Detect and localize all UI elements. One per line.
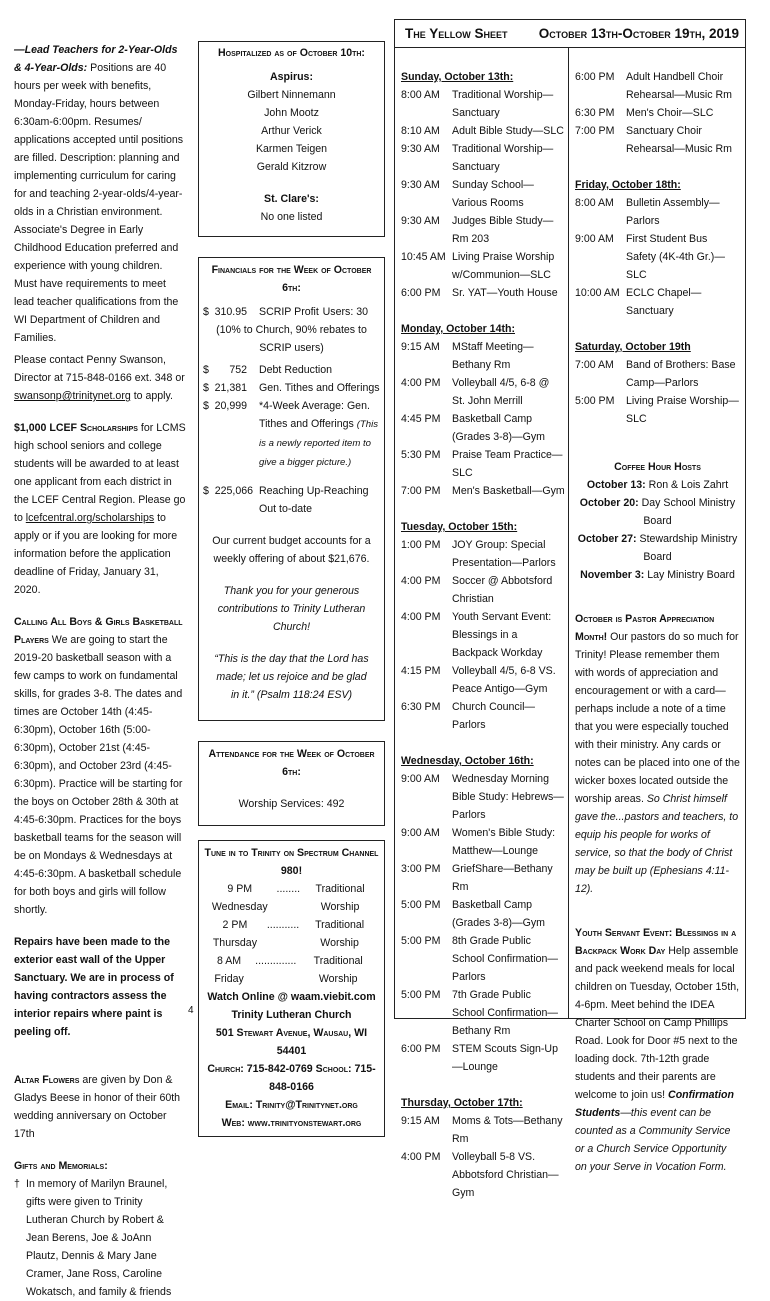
contact-paragraph — [14, 351, 186, 405]
basketball-notice — [14, 613, 186, 919]
schedule-event — [401, 698, 565, 734]
schedule-event — [401, 338, 565, 374]
event-time: 6:30 PM — [575, 107, 615, 119]
currency-sign: $ — [203, 485, 209, 497]
pastor-body: Our pastors do so much for Trinity! Please remember them with words of appreciation and encouragement or with a card—perhaps include a note of a time that you were especially touched with their ministry. Any cards or notes can be placed into one of the wicker boxes located outside the worship areas. — [575, 631, 740, 805]
lcef-body: for LCMS high school seniors and college students will be awarded to at least one applicant from each district in the LCEF Central Region. Please go to — [14, 422, 186, 524]
event-time: 4:15 PM — [401, 665, 441, 677]
scrip-note: (10% to Church, 90% rebates to SCRIP users) — [216, 324, 367, 354]
event-description: Adult Handbell Choir Rehearsal—Music Rm — [626, 71, 732, 101]
schedule-event — [401, 482, 565, 500]
church-web: Web: www.trinityonstewart.org — [221, 1117, 362, 1129]
altar-body: are given by Don & Gladys Beese in honor of their 60th wedding anniversary on October 17th — [14, 1074, 181, 1140]
coffee-row — [575, 494, 740, 530]
day-block — [575, 338, 740, 428]
page-number: 4 — [188, 1005, 194, 1016]
altar-title: Altar Flowers — [14, 1074, 80, 1086]
tune-dots: ........ — [276, 883, 301, 895]
fin-amount: 20,999 — [214, 400, 247, 412]
day-heading: Sunday, October 13th: — [401, 71, 514, 83]
scrip-label: SCRIP Profit — [259, 306, 319, 318]
coffee-host: Ron & Lois Zahrt — [645, 479, 729, 491]
coffee-host: Stewardship Ministry Board — [636, 533, 738, 563]
gifts-body: In memory of Marilyn Braunel, gifts were given to Trinity Lutheran Church by Robert & Jean Berens, Joe & JoAnn Plautz, Dennis & Mary Jane Cramer, Jane Ross, Caroline Wokatsch, and family & friends — [26, 1178, 172, 1298]
schedule-event — [401, 446, 565, 482]
event-time: 6:00 PM — [575, 71, 615, 83]
event-time: 7:00 PM — [575, 125, 615, 137]
hospitalized-title: Hospitalized as of October 10th: — [218, 47, 365, 59]
schedule-event — [575, 194, 740, 230]
coffee-date: October 13: — [586, 479, 646, 491]
currency-sign: $ — [203, 382, 209, 394]
yse-body: Help assemble and pack weekend meals for local children on Tuesday, October 15th, 4-6pm. Meet behind the IDEA Charter School on Camp Phillips Road. Look for Door #5 next to the loading dock. 7th-12th grade students and their parents are welcome to join us! — [575, 945, 740, 1101]
schedule-event — [401, 1148, 565, 1202]
fin-note: (This is a newly reported item to give a bigger picture.) — [259, 419, 379, 468]
event-time: 7:00 PM — [401, 485, 441, 497]
event-time: 5:00 PM — [401, 989, 441, 1001]
schedule-event — [401, 572, 565, 608]
schedule-left — [401, 68, 565, 1202]
yellow-sheet-dates: October 13th-October 19th, 2019 — [538, 25, 739, 41]
patient-name: Gilbert Ninnemann — [247, 89, 336, 101]
currency-sign: $ — [203, 306, 209, 318]
yse-title: Youth Servant Event: Blessings in a Backpack Work Day — [575, 927, 737, 957]
pastor-title: October is Pastor Appreciation Month! — [575, 613, 715, 643]
event-description: Volleyball 4/5, 6-8 VS. Peace Antigo—Gym — [452, 665, 556, 695]
event-time: 9:00 AM — [575, 233, 614, 245]
schedule-event — [575, 68, 740, 104]
yellow-sheet-header — [395, 20, 745, 48]
schedule-event — [401, 662, 565, 698]
scrip-amount: 310.95 — [214, 306, 247, 318]
fin-row — [203, 397, 380, 472]
day-block — [401, 68, 565, 302]
church-email: Email: Trinity@Trinitynet.org — [225, 1099, 358, 1111]
pastor-quote: So Christ himself gave the...pastors and teachers, to equip his people for works of service, so that the body of Christ may be built up (Ephesians 4:11-12). — [575, 793, 739, 895]
lcef-body-end: to apply or if you are looking for more information before the application deadline of Friday, January 31, 2020. — [14, 512, 178, 596]
schedule-right — [575, 68, 740, 1176]
schedule-event — [575, 284, 740, 320]
event-description: Women's Bible Study: Matthew—Lounge — [452, 827, 556, 857]
contact-text: Please contact Penny Swanson, Director at 715-848-0166 ext. 348 or — [14, 354, 185, 384]
thanks-note: Thank you for your generous contributions to Trinity Lutheran Church! — [217, 585, 366, 633]
event-time: 5:00 PM — [401, 935, 441, 947]
fin-amount: 752 — [229, 364, 247, 376]
event-description: JOY Group: Special Presentation—Parlors — [452, 539, 556, 569]
currency-sign: $ — [203, 364, 209, 376]
event-time: 4:00 PM — [401, 575, 441, 587]
stclare-none: No one listed — [260, 211, 323, 223]
event-time: 5:30 PM — [401, 449, 441, 461]
lcef-scholarship — [14, 419, 186, 599]
event-time: 6:00 PM — [401, 287, 441, 299]
scrip-users: Users: 30 — [322, 306, 368, 318]
event-time: 10:45 AM — [401, 251, 446, 263]
reaching-amount: 225,066 — [214, 485, 253, 497]
event-description: Bulletin Assembly—Parlors — [626, 197, 720, 227]
cross-icon: † — [14, 1178, 20, 1190]
event-time: 9:00 AM — [401, 773, 440, 785]
coffee-date: November 3: — [580, 569, 645, 581]
tune-show: Traditional Worship — [313, 955, 363, 985]
schedule-event — [401, 608, 565, 662]
event-description: 8th Grade Public School Confirmation—Parlors — [452, 935, 558, 983]
fin-amount: 21,381 — [214, 382, 247, 394]
schedule-event — [401, 122, 565, 140]
day-heading: Tuesday, October 15th: — [401, 521, 518, 533]
day-heading: Saturday, October 19th — [575, 341, 691, 353]
patient-name: John Mootz — [264, 107, 319, 119]
yellow-sheet — [394, 19, 746, 1199]
hospitalized-box — [198, 41, 385, 237]
schedule-event — [401, 284, 565, 302]
event-description: Men's Choir—SLC — [626, 107, 714, 119]
schedule-event — [401, 536, 565, 572]
coffee-host: Day School Ministry Board — [638, 497, 736, 527]
event-description: Traditional Worship—Sanctuary — [452, 89, 554, 119]
basketball-title: Calling All Boys & Girls Basketball Players — [14, 616, 183, 646]
event-description: Basketball Camp (Grades 3-8)—Gym — [452, 899, 546, 929]
basketball-body: We are going to start the 2019-20 basketball season with a few camps to work on fundamental skills, for grades 3-8. The dates and times are October 14th (4:45-6:30pm), October 16th (5:00-6:30pm), October 21st (4:45-6:30pm), and October 23rd (4:45-6:30pm). Practice will be starting for the boys on October 28th & 30th at 4:45-6:30pm. Practices for the boys basketball teams for the season will be on Mondays & Wednesdays at 4:45-6:30pm. A basketball schedule for both boys and girls will follow shortly. — [14, 634, 183, 916]
coffee-title: Coffee Hour Hosts — [614, 461, 701, 473]
event-time: 4:00 PM — [401, 1151, 441, 1163]
event-time: 10:00 AM — [575, 287, 620, 299]
lcef-title: $1,000 LCEF Scholarships — [14, 422, 138, 434]
day-heading: Friday, October 18th: — [575, 179, 681, 191]
patient-name: Karmen Teigen — [255, 143, 328, 155]
scrip-row — [203, 303, 380, 321]
day-block — [401, 320, 565, 500]
pastor-appreciation — [575, 610, 740, 898]
event-time: 8:10 AM — [401, 125, 440, 137]
day-block — [401, 752, 565, 1076]
schedule-event — [401, 986, 565, 1040]
event-description: Church Council—Parlors — [452, 701, 536, 731]
coffee-date: October 20: — [579, 497, 639, 509]
event-description: Soccer @ Abbotsford Christian — [452, 575, 553, 605]
event-time: 9:00 AM — [401, 827, 440, 839]
event-description: Judges Bible Study—Rm 203 — [452, 215, 554, 245]
yse-bold: Confirmation Students — [575, 1089, 734, 1119]
youth-servant-event — [575, 924, 740, 1176]
repairs-notice: Repairs have been made to the exterior east wall of the Upper Sanctuary. We are in process of having contractors assess the interior repairs where paint is peeling off. — [14, 936, 174, 1038]
tune-time: 9 PM Wednesday — [211, 883, 268, 913]
event-description: 7th Grade Public School Confirmation—Bethany Rm — [452, 989, 558, 1037]
event-description: Volleyball 5-8 VS. Abbotsford Christian—Gym — [452, 1151, 559, 1199]
attendance-body: Worship Services: 492 — [238, 798, 345, 810]
schedule-event — [401, 410, 565, 446]
reaching-label: Reaching Up-Reaching Out to-date — [259, 485, 369, 515]
fin-row — [203, 379, 380, 397]
reaching-row — [203, 482, 380, 518]
event-description: Volleyball 4/5, 6-8 @ St. John Merrill — [452, 377, 550, 407]
schedule-right-days — [575, 68, 740, 428]
day-block — [575, 176, 740, 320]
schedule-event — [401, 770, 565, 824]
event-time: 5:00 PM — [575, 395, 615, 407]
event-time: 4:00 PM — [401, 377, 441, 389]
yse-italic: —this event can be counted as a Community Service or a Church Service Opportunity on your Serve in Vocation Form. — [575, 1107, 731, 1173]
attendance-box — [198, 741, 385, 826]
event-time: 9:30 AM — [401, 215, 440, 227]
event-time: 6:30 PM — [401, 701, 441, 713]
fin-label: *4-Week Average: Gen. Tithes and Offerings — [259, 400, 370, 430]
contact-text-end: to apply. — [130, 390, 173, 402]
tune-dots: .............. — [255, 955, 297, 967]
schedule-event — [401, 248, 565, 284]
coffee-hour-section — [575, 458, 740, 584]
event-description: Sr. YAT—Youth House — [452, 287, 558, 299]
coffee-host: Lay Ministry Board — [644, 569, 735, 581]
tune-show: Traditional Worship — [315, 919, 365, 949]
event-description: Living Praise Worship—SLC — [626, 395, 739, 425]
event-description: Praise Team Practice—SLC — [452, 449, 563, 479]
schedule-event — [401, 896, 565, 932]
schedule-event — [401, 824, 565, 860]
event-description: First Student Bus Safety (4K-4th Gr.)—SLC — [626, 233, 725, 281]
schedule-event — [575, 356, 740, 392]
fin-label-wrap — [259, 397, 380, 472]
schedule-event — [401, 932, 565, 986]
coffee-row — [575, 566, 740, 584]
schedule-event — [575, 230, 740, 284]
coffee-date: October 27: — [577, 533, 637, 545]
gifts-entry — [14, 1175, 186, 1301]
schedule-event — [401, 86, 565, 122]
event-time: 7:00 AM — [575, 359, 614, 371]
schedule-event — [401, 1112, 565, 1148]
event-time: 8:00 AM — [575, 197, 614, 209]
tune-dots: ........... — [266, 919, 300, 931]
aspirus-label: Aspirus: — [270, 71, 313, 83]
column-divider — [568, 48, 569, 1018]
event-description: Youth Servant Event: Blessings in a Backpack Workday — [452, 611, 552, 659]
event-time: 9:15 AM — [401, 341, 440, 353]
day-heading: Wednesday, October 16th: — [401, 755, 534, 767]
event-description: Sanctuary Choir Rehearsal—Music Rm — [626, 125, 732, 155]
attendance-title: Attendance for the Week of October 6th: — [208, 748, 375, 778]
stclare-label: St. Clare's: — [264, 193, 319, 205]
lead-teachers-title: —Lead Teachers for 2-Year-Olds & 4-Year-Olds: — [14, 44, 178, 74]
event-time: 6:00 PM — [401, 1043, 441, 1055]
event-description: Moms & Tots—Bethany Rm — [452, 1115, 563, 1145]
day-block — [401, 1094, 565, 1202]
patient-name: Gerald Kitzrow — [256, 161, 327, 173]
schedule-event — [401, 374, 565, 410]
fin-row — [203, 361, 380, 379]
day-block — [575, 68, 740, 158]
schedule-event — [401, 140, 565, 176]
budget-note: Our current budget accounts for a weekly offering of about $21,676. — [212, 535, 371, 565]
event-time: 4:45 PM — [401, 413, 441, 425]
event-time: 5:00 PM — [401, 899, 441, 911]
event-time: 3:00 PM — [401, 863, 441, 875]
financials-box — [198, 257, 385, 721]
event-description: MStaff Meeting—Bethany Rm — [452, 341, 534, 371]
financials-title: Financials for the Week of October 6th: — [211, 264, 372, 294]
tune-in-title: Tune in to Trinity on Spectrum Channel 980! — [204, 847, 379, 877]
coffee-row — [575, 530, 740, 566]
schedule-event — [401, 176, 565, 212]
coffee-row — [575, 476, 740, 494]
currency-sign: $ — [203, 400, 209, 412]
event-description: Sunday School—Various Rooms — [452, 179, 534, 209]
left-column — [14, 41, 186, 1301]
schedule-event — [575, 392, 740, 428]
church-phones: Church: 715-842-0769 School: 715-848-0166 — [207, 1063, 376, 1093]
church-name: Trinity Lutheran Church — [231, 1009, 352, 1021]
lead-teachers-body: Positions are 40 hours per week with benefits, Monday-Friday, hours between 6:30am-6:00pm. Resumes/ applications accepted until positions are filled. Description: planning and implementing curriculum for caring for and teaching 2-year-olds/4-year-olds in a Christian environment. Associate's Degree in Early Childhood Education preferred and experience with young children. Must have requirements to meet lead teacher qualifications from the WI Department of Children and Families. — [14, 62, 184, 344]
fin-label: Debt Reduction — [259, 364, 333, 376]
yellow-sheet-title: The Yellow Sheet — [405, 25, 508, 41]
church-address: 501 Stewart Avenue, Wausau, WI 54401 — [215, 1027, 368, 1057]
schedule-event — [401, 1040, 565, 1076]
fin-label: Gen. Tithes and Offerings — [259, 382, 380, 394]
event-description: ECLC Chapel—Sanctuary — [626, 287, 702, 317]
psalm-quote: “This is the day that the Lord has made; let us rejoice and be glad in it.” (Psalm 118:24 ESV) — [214, 653, 369, 701]
tune-row — [203, 916, 380, 952]
event-description: GriefShare—Bethany Rm — [452, 863, 553, 893]
tune-in-box — [198, 840, 385, 1137]
gifts-title: Gifts and Memorials: — [14, 1160, 108, 1172]
event-description: Wednesday Morning Bible Study: Hebrews—Parlors — [452, 773, 564, 821]
tune-time: 2 PM Thursday — [212, 919, 257, 949]
event-description: Basketball Camp (Grades 3-8)—Gym — [452, 413, 546, 443]
day-block — [401, 518, 565, 734]
tune-row — [203, 952, 380, 988]
event-time: 4:00 PM — [401, 611, 441, 623]
tune-time: 8 AM Friday — [214, 955, 244, 985]
watch-online: Watch Online @ waam.viebit.com — [207, 991, 376, 1003]
tune-row — [203, 880, 380, 916]
event-description: Traditional Worship—Sanctuary — [452, 143, 554, 173]
event-time: 8:00 AM — [401, 89, 440, 101]
contact-email-link[interactable]: swansonp@trinitynet.org — [14, 390, 131, 402]
schedule-event — [575, 104, 740, 122]
event-time: 9:30 AM — [401, 143, 440, 155]
schedule-event — [575, 122, 740, 158]
tune-show: Traditional Worship — [315, 883, 365, 913]
event-description: STEM Scouts Sign-Up—Lounge — [452, 1043, 558, 1073]
lcef-link[interactable]: lcefcentral.org/scholarships — [25, 512, 155, 524]
day-heading: Monday, October 14th: — [401, 323, 515, 335]
event-description: Men's Basketball—Gym — [452, 485, 565, 497]
patient-name: Arthur Verick — [261, 125, 322, 137]
schedule-event — [401, 860, 565, 896]
middle-column — [198, 41, 385, 1137]
event-description: Living Praise Worship w/Communion—SLC — [452, 251, 555, 281]
event-description: Band of Brothers: Base Camp—Parlors — [626, 359, 736, 389]
schedule-event — [401, 212, 565, 248]
lead-teachers-ad — [14, 41, 186, 347]
day-heading: Thursday, October 17th: — [401, 1097, 523, 1109]
event-time: 9:30 AM — [401, 179, 440, 191]
event-description: Adult Bible Study—SLC — [452, 125, 564, 137]
aspirus-list — [205, 86, 378, 176]
event-time: 9:15 AM — [401, 1115, 440, 1127]
altar-flowers — [14, 1071, 186, 1143]
event-time: 1:00 PM — [401, 539, 441, 551]
